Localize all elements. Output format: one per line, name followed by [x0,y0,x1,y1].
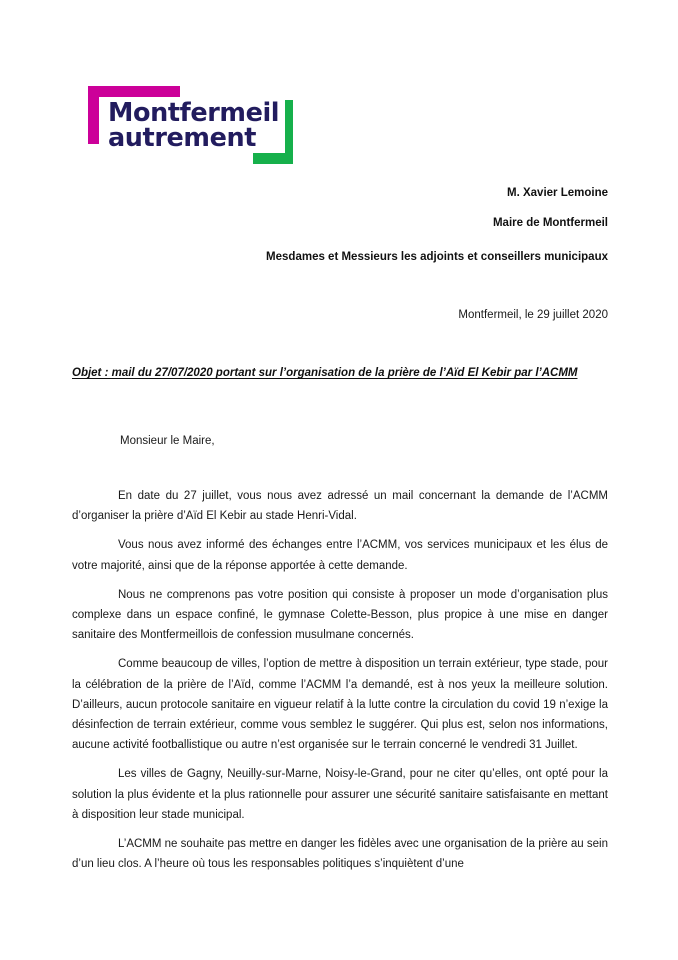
letter-body [72,486,608,874]
body-paragraph-5: Les villes de Gagny, Neuilly-sur-Marne, Noisy-le-Grand, pour ne citer qu’elles, ont opté pour la solution la plus évidente et la plus rationnelle pour assurer une sécurité sanitaire satisfaisante en mettant à disposition leur stade municipal. [72,768,608,821]
dateline: Montfermeil, le 29 juillet 2020 [458,309,608,321]
salutation: Monsieur le Maire, [120,435,215,447]
body-paragraph-4: Comme beaucoup de villes, l’option de mettre à disposition un terrain extérieur, type stade, pour la célébration de la prière de l’Aïd, comme l’ACMM l’a demandé, est à nos yeux la meilleure solution. D’ailleurs, aucun protocole sanitaire en vigueur relatif à la lutte contre la circulation du covid 19 n’exige la désinfection de terrain extérieur, comme vous semblez le suggérer. Qui plus est, selon nos informations, aucune activité footballistique ou autre n’est organisée sur le terrain concerné le vendredi 31 Juillet. [72,658,608,752]
logo-montfermeil-autrement [88,86,293,164]
body-paragraph-3: Nous ne comprenons pas votre position qui consiste à proposer un mode d’organisation plus complexe dans un espace confiné, le gymnase Colette-Besson, plus propice à une mise en danger sanitaire des Montfermeillois de confession musulmane concernés. [72,588,608,642]
logo-wordmark-line-1: Montfermeil [108,98,280,128]
addressee-role: Maire de Montfermeil [492,217,608,229]
addressee-recipients: Mesdames et Messieurs les adjoints et conseillers municipaux [266,251,608,263]
addressee-name: M. Xavier Lemoine [507,187,608,199]
body-paragraph-1: En date du 27 juillet, vous nous avez adressé un mail concernant la demande de l’ACMM d’organiser la prière d’Aïd El Kebir au stade Henri-Vidal. [72,490,608,523]
body-paragraph-2: Vous nous avez informé des échanges entre l’ACMM, vos services municipaux et les élus de votre majorité, ainsi que de la réponse apportée à cette demande. [72,539,608,572]
body-paragraph-6: L’ACMM ne souhaite pas mettre en danger les fidèles avec une organisation de la prière au sein d’un lieu clos. A l’heure où tous les responsables politiques s’inquiètent d’une [72,838,608,871]
logo-wordmark [104,100,285,153]
subject-line: Objet : mail du 27/07/2020 portant sur l’organisation de la prière de l’Aïd El Kebir par l’ACMM [72,367,578,379]
logo-wordmark-line-2: autrement [108,123,257,153]
addressee-block [72,178,608,272]
